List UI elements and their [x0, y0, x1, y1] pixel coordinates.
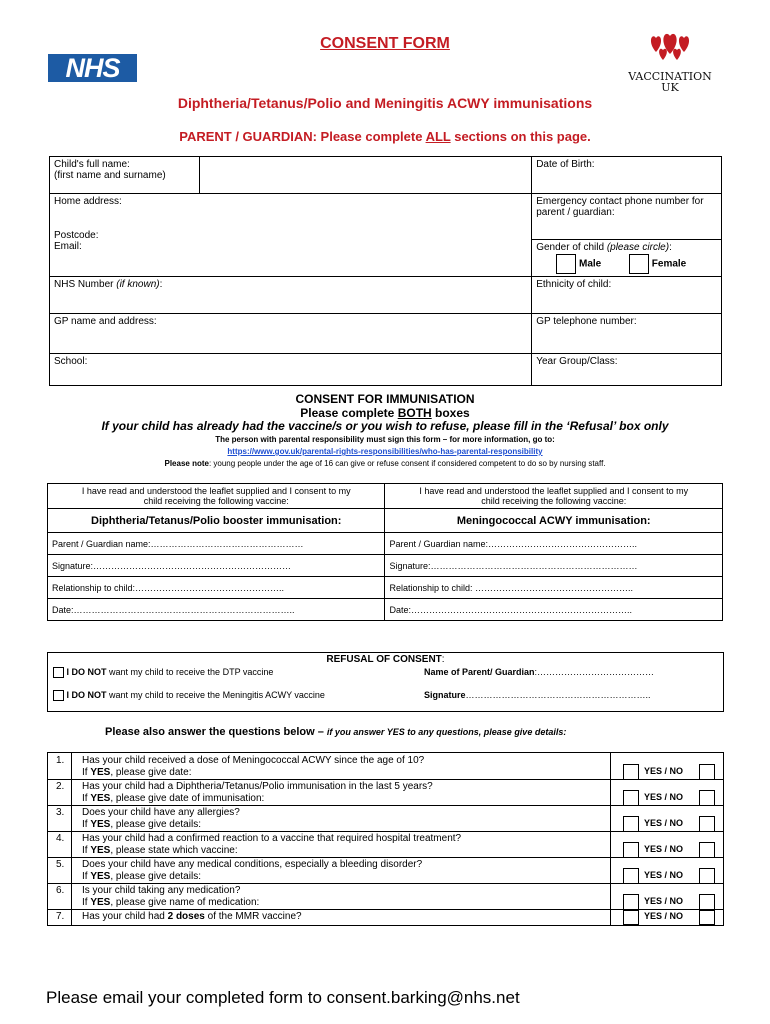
dtp-date-field[interactable]: Date:………………………………………………………………..: [48, 599, 385, 621]
question-text: Does your child have any allergies? If YES, please give details:: [82, 807, 240, 830]
no-checkbox[interactable]: [699, 868, 715, 884]
form-title: CONSENT FORM: [320, 35, 450, 52]
yes-checkbox[interactable]: [623, 764, 639, 780]
dob-field[interactable]: Date of Birth:: [532, 157, 722, 194]
footer-email: Please email your completed form to consent.barking@nhs.net: [46, 988, 520, 1007]
no-checkbox[interactable]: [699, 790, 715, 806]
gp-phone-field[interactable]: GP telephone number:: [532, 314, 722, 354]
emergency-contact-field[interactable]: Emergency contact phone number for parent / guardian:: [532, 194, 721, 240]
question-text: Has your child had a Diphtheria/Tetanus/Polio immunisation in the last 5 years? If YES, please give date of immunisation:: [82, 781, 433, 804]
question-number: 4.: [56, 833, 65, 844]
yes-no-label: YES / NO: [644, 844, 684, 854]
question-row: [48, 805, 723, 832]
no-checkbox[interactable]: [699, 842, 715, 858]
yes-checkbox[interactable]: [623, 816, 639, 832]
question-row: [48, 831, 723, 858]
question-text: Has your child received a dose of Meningococcal ACWY since the age of 10? If YES, please give date:: [82, 755, 425, 778]
question-number: 6.: [56, 885, 65, 896]
refuse-acwy-row: I DO NOT want my child to receive the Meningitis ACWY vaccine: [53, 690, 325, 701]
yes-no-label: YES / NO: [644, 792, 684, 802]
questions-table: [47, 752, 724, 926]
form-instruction: PARENT / GUARDIAN: Please complete ALL sections on this page.: [179, 129, 591, 144]
age-note: Please note: young people under the age of 16 can give or refuse consent if considered competent to do so by nursing staff.: [164, 459, 606, 468]
yes-no-label: YES / NO: [644, 911, 684, 921]
gp-name-field[interactable]: GP name and address:: [50, 314, 532, 354]
female-label: Female: [651, 258, 687, 270]
acwy-date-field[interactable]: Date:………………………………………………………………..: [385, 599, 723, 621]
refusal-heading: REFUSAL OF CONSENT: [326, 654, 442, 665]
question-row: [48, 753, 723, 780]
vaccination-uk-logo: [620, 30, 720, 100]
questions-heading: Please also answer the questions below – if you answer YES to any questions, please give details:: [105, 726, 567, 738]
acwy-signature-field[interactable]: Signature:……………………………………………………………: [385, 555, 723, 577]
yes-checkbox[interactable]: [623, 894, 639, 910]
yes-checkbox[interactable]: [623, 868, 639, 884]
nhs-logo: NHS: [48, 54, 137, 82]
dtp-parent-name-field[interactable]: Parent / Guardian name:……………………………………………: [48, 533, 385, 555]
no-checkbox[interactable]: [699, 764, 715, 780]
refuse-acwy-checkbox[interactable]: [53, 690, 64, 701]
question-number: 2.: [56, 781, 65, 792]
gender-field: Gender of child (please circle): Male Female: [532, 240, 721, 276]
yes-no-label: YES / NO: [644, 896, 684, 906]
year-group-field[interactable]: Year Group/Class:: [532, 354, 722, 386]
consent-heading: CONSENT FOR IMMUNISATION Please complete BOTH boxes: [295, 392, 475, 420]
child-name-field[interactable]: [199, 157, 531, 194]
question-row: [48, 779, 723, 806]
ethnicity-field[interactable]: Ethnicity of child:: [532, 277, 722, 314]
refuse-note: If your child has already had the vaccine/s or you wish to refuse, please fill in the ‘Refusal’ box only: [101, 419, 669, 433]
question-number: 5.: [56, 859, 65, 870]
dtp-vaccine-heading: Diphtheria/Tetanus/Polio booster immunisation:: [48, 509, 385, 533]
no-checkbox[interactable]: [699, 910, 715, 925]
nhs-number-field[interactable]: NHS Number (if known):: [50, 277, 532, 314]
no-checkbox[interactable]: [699, 816, 715, 832]
responsibility-link[interactable]: https://www.gov.uk/parental-rights-responsibilities/who-has-parental-responsibility: [227, 447, 543, 456]
form-subtitle: Diphtheria/Tetanus/Polio and Meningitis ACWY immunisations: [177, 95, 593, 111]
yes-checkbox[interactable]: [623, 842, 639, 858]
dtp-relationship-field[interactable]: Relationship to child:…………………………………………..: [48, 577, 385, 599]
acwy-relationship-field[interactable]: Relationship to child: ……………………………………………..: [385, 577, 723, 599]
yes-no-label: YES / NO: [644, 818, 684, 828]
no-checkbox[interactable]: [699, 894, 715, 910]
left-consent-intro: I have read and understood the leaflet supplied and I consent to my child receiving the following vaccine:: [48, 484, 385, 509]
yes-no-label: YES / NO: [644, 870, 684, 880]
question-row: [48, 857, 723, 884]
question-text: Is your child taking any medication? If YES, please give name of medication:: [82, 885, 260, 908]
question-number: 1.: [56, 755, 65, 766]
vacc-logo-line2: UK: [661, 81, 679, 94]
child-details-table: [49, 156, 722, 386]
refuse-dtp-row: I DO NOT want my child to receive the DTP vaccine: [53, 667, 273, 678]
child-name-label: Child's full name: (first name and surname): [50, 157, 200, 194]
yes-checkbox[interactable]: [623, 910, 639, 925]
refuse-dtp-checkbox[interactable]: [53, 667, 64, 678]
home-address-field[interactable]: Home address: Postcode: Email:: [50, 194, 532, 277]
right-consent-intro: I have read and understood the leaflet supplied and I consent to my child receiving the following vaccine:: [385, 484, 723, 509]
question-number: 7.: [56, 911, 65, 922]
dtp-signature-field[interactable]: Signature:…………………………………………………………: [48, 555, 385, 577]
female-checkbox[interactable]: [629, 254, 649, 274]
consent-table: [47, 483, 723, 621]
acwy-parent-name-field[interactable]: Parent / Guardian name:…………………………………………..: [385, 533, 723, 555]
refusal-signature-field[interactable]: Signature……………………………………………………..: [424, 690, 651, 700]
hearts-icon: [650, 30, 690, 68]
yes-checkbox[interactable]: [623, 790, 639, 806]
question-text: Does your child have any medical conditions, especially a bleeding disorder? If YES, please give details:: [82, 859, 423, 882]
question-text: Has your child had 2 doses of the MMR vaccine?: [82, 911, 302, 922]
refusal-box: REFUSAL OF CONSENT: I DO NOT want my child to receive the DTP vaccine I DO NOT want my child to receive the Meningitis ACWY vaccine Name of Parent/ Guardian:………………………………… Signature……………………………………………………..: [47, 652, 724, 712]
responsibility-note: The person with parental responsibility must sign this form – for more information, go to:: [215, 435, 555, 444]
school-field[interactable]: School:: [50, 354, 532, 386]
question-row: [48, 883, 723, 910]
question-row: [48, 909, 723, 925]
acwy-vaccine-heading: Meningococcal ACWY immunisation:: [385, 509, 723, 533]
question-number: 3.: [56, 807, 65, 818]
refusal-parent-name-field[interactable]: Name of Parent/ Guardian:…………………………………: [424, 667, 655, 677]
question-text: Has your child had a confirmed reaction to a vaccine that required hospital treatment? If YES, please state which vaccine:: [82, 833, 462, 856]
male-checkbox[interactable]: [556, 254, 576, 274]
male-label: Male: [578, 258, 602, 270]
yes-no-label: YES / NO: [644, 766, 684, 776]
vacc-logo-line1: VACCINATION: [628, 70, 712, 83]
